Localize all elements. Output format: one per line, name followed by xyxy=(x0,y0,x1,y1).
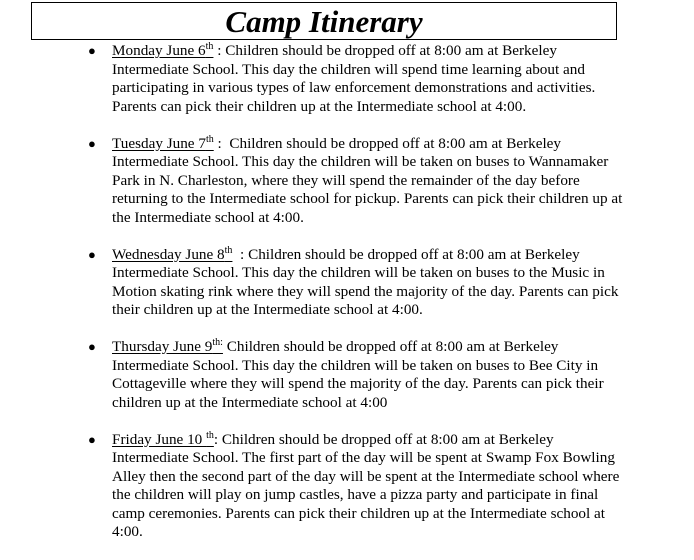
item-date xyxy=(112,246,232,263)
item-date-suffix: th: xyxy=(212,337,223,348)
itinerary-item-thursday xyxy=(0,338,694,412)
itinerary-list xyxy=(0,42,694,560)
bullet-icon: ● xyxy=(88,246,96,262)
item-date xyxy=(112,42,213,59)
item-day: Friday June 10 xyxy=(112,430,207,448)
itinerary-item-monday xyxy=(0,42,694,116)
item-separator: : xyxy=(213,134,230,152)
bullet-icon: ● xyxy=(88,135,96,151)
item-date-suffix: th xyxy=(205,41,214,52)
item-text: Children should be dropped off at 8:00 am at Berkeley Intermediate School. The first part of the day will be spent at Swamp Fox Bowling Alley then the second part of the day will be spent at the Intermediate school where the children will play on jump castles, have a pizza party and participate in final camp ceremonies. Parents can pick their children up at the Intermediate school at 4:00. xyxy=(112,430,620,540)
item-date xyxy=(112,338,223,355)
item-date-suffix: th xyxy=(205,133,214,145)
item-separator: : xyxy=(213,42,226,59)
item-day: Thursday June 9 xyxy=(112,338,213,355)
item-day: Tuesday June 7 xyxy=(112,134,206,152)
item-date-suffix: th xyxy=(206,429,214,441)
item-text: Children should be dropped off at 8:00 am at Berkeley Intermediate School. This day the children will be taken on buses to Wannamaker Park in N. Charleston, where they will spend the remainder of the day before returning to the Intermediate school for pickup. Parents can pick their children up at the Intermediate school at 4:00. xyxy=(112,134,623,226)
item-date-suffix: th xyxy=(224,244,233,256)
title-box xyxy=(31,2,617,40)
item-day: Monday June 6 xyxy=(112,42,206,59)
itinerary-item-friday xyxy=(0,431,694,542)
item-text: Children should be dropped off at 8:00 am at Berkeley Intermediate School. This day the children will be taken on buses to Bee City in Cottageville where they will spend the majority of the day. Parents can pick their children up at the Intermediate school at 4:00 xyxy=(112,338,604,411)
item-date xyxy=(112,431,214,448)
item-date xyxy=(112,135,214,152)
item-text: Children should be dropped off at 8:00 am at Berkeley Intermediate School. This day the children will be taken on buses to the Music in Motion skating rink where they will spend the majority of the day. Parents can pick their children up at the Intermediate school at 4:00. xyxy=(112,245,619,318)
itinerary-item-tuesday xyxy=(0,135,694,228)
item-day: Wednesday June 8 xyxy=(112,245,225,263)
item-separator: : xyxy=(213,430,222,448)
page-title: Camp Itinerary xyxy=(225,4,423,39)
bullet-icon: ● xyxy=(88,431,96,447)
itinerary-item-wednesday xyxy=(0,246,694,320)
item-text: Children should be dropped off at 8:00 am at Berkeley Intermediate School. This day the children will spend time learning about and participating in various types of law enforcement demonstrations and activities. Parents can pick their children up at the Intermediate school at 4:00. xyxy=(112,42,596,115)
bullet-icon: ● xyxy=(88,339,96,354)
item-separator: : xyxy=(232,245,249,263)
bullet-icon: ● xyxy=(88,43,96,58)
